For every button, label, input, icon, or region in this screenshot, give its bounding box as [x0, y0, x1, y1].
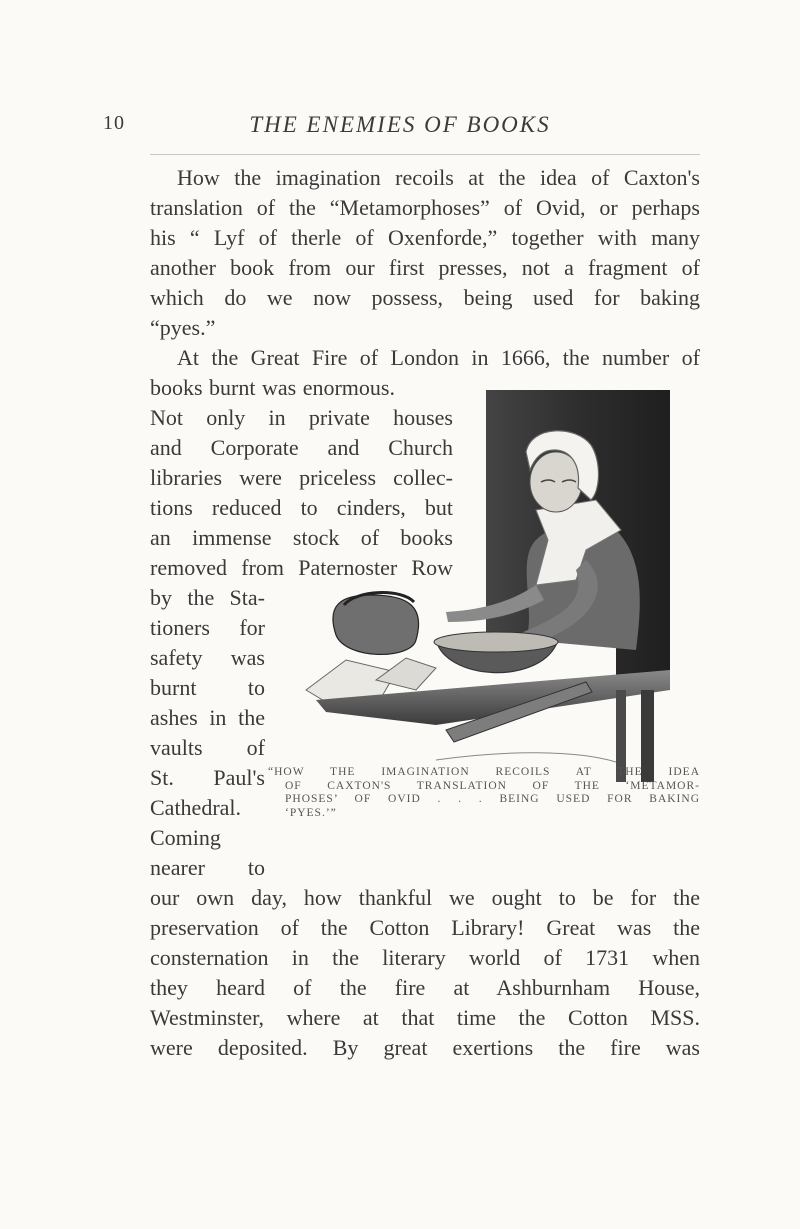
running-title: THE ENEMIES OF BOOKS: [249, 112, 551, 137]
text-line: tions reduced to cinders, but: [150, 495, 453, 520]
header-rule: [150, 154, 700, 155]
text-line: At the Great Fire of London in 1666, the number of: [177, 345, 700, 370]
text-line: How the imagination recoils at the idea of Caxton's: [177, 165, 700, 190]
text-line: vaults of: [150, 735, 265, 760]
caption-line: OF CAXTON'S TRANSLATION OF THE ‘METAMOR-: [285, 779, 700, 792]
text-line: his “ Lyf of therle of Oxenforde,” together with many: [150, 225, 700, 250]
text-line: books burnt was enormous.: [150, 375, 395, 400]
text-line: removed from Paternoster Row: [150, 555, 453, 580]
caption-line: “HOW THE IMAGINATION RECOILS AT THE IDEA: [268, 766, 700, 778]
text-line: by the Sta-: [150, 585, 265, 610]
text-line: translation of the “Metamorphoses” of Ovid, or perhaps: [150, 195, 700, 220]
text-line: nearer to: [150, 855, 265, 880]
caption-line: ‘PYES.’”: [285, 806, 337, 819]
illustration-woman-baking: [286, 390, 670, 782]
page-number: 10: [103, 112, 125, 134]
text-line: another book from our first presses, not a fragment of: [150, 255, 700, 280]
text-line: “pyes.”: [150, 315, 216, 340]
text-line: were deposited. By great exertions the fire was: [150, 1035, 700, 1060]
text-line: they heard of the fire at Ashburnham House,: [150, 975, 700, 1000]
text-line: preservation of the Cotton Library! Great was the: [150, 915, 700, 940]
text-line: consternation in the literary world of 1731 when: [150, 945, 700, 970]
text-line: Westminster, where at that time the Cotton MSS.: [150, 1005, 700, 1030]
text-line: libraries were priceless collec-: [150, 465, 453, 490]
text-line: tioners for: [150, 615, 265, 640]
text-line: St. Paul's: [150, 765, 265, 790]
text-line: Cathedral.: [150, 795, 242, 820]
text-line: ashes in the: [150, 705, 265, 730]
caption-line: PHOSES’ OF OVID . . . BEING USED FOR BAKING: [285, 793, 700, 805]
text-line: Not only in private houses: [150, 405, 453, 430]
figure-caption: [268, 766, 700, 820]
text-line: Coming: [150, 825, 221, 850]
text-line: which do we now possess, being used for baking: [150, 285, 700, 310]
text-line: and Corporate and Church: [150, 435, 453, 460]
text-line: our own day, how thankful we ought to be for the: [150, 885, 700, 910]
text-line: an immense stock of books: [150, 525, 453, 550]
text-line: safety was: [150, 645, 265, 670]
page-header: [0, 112, 800, 142]
text-line: burnt to: [150, 675, 265, 700]
